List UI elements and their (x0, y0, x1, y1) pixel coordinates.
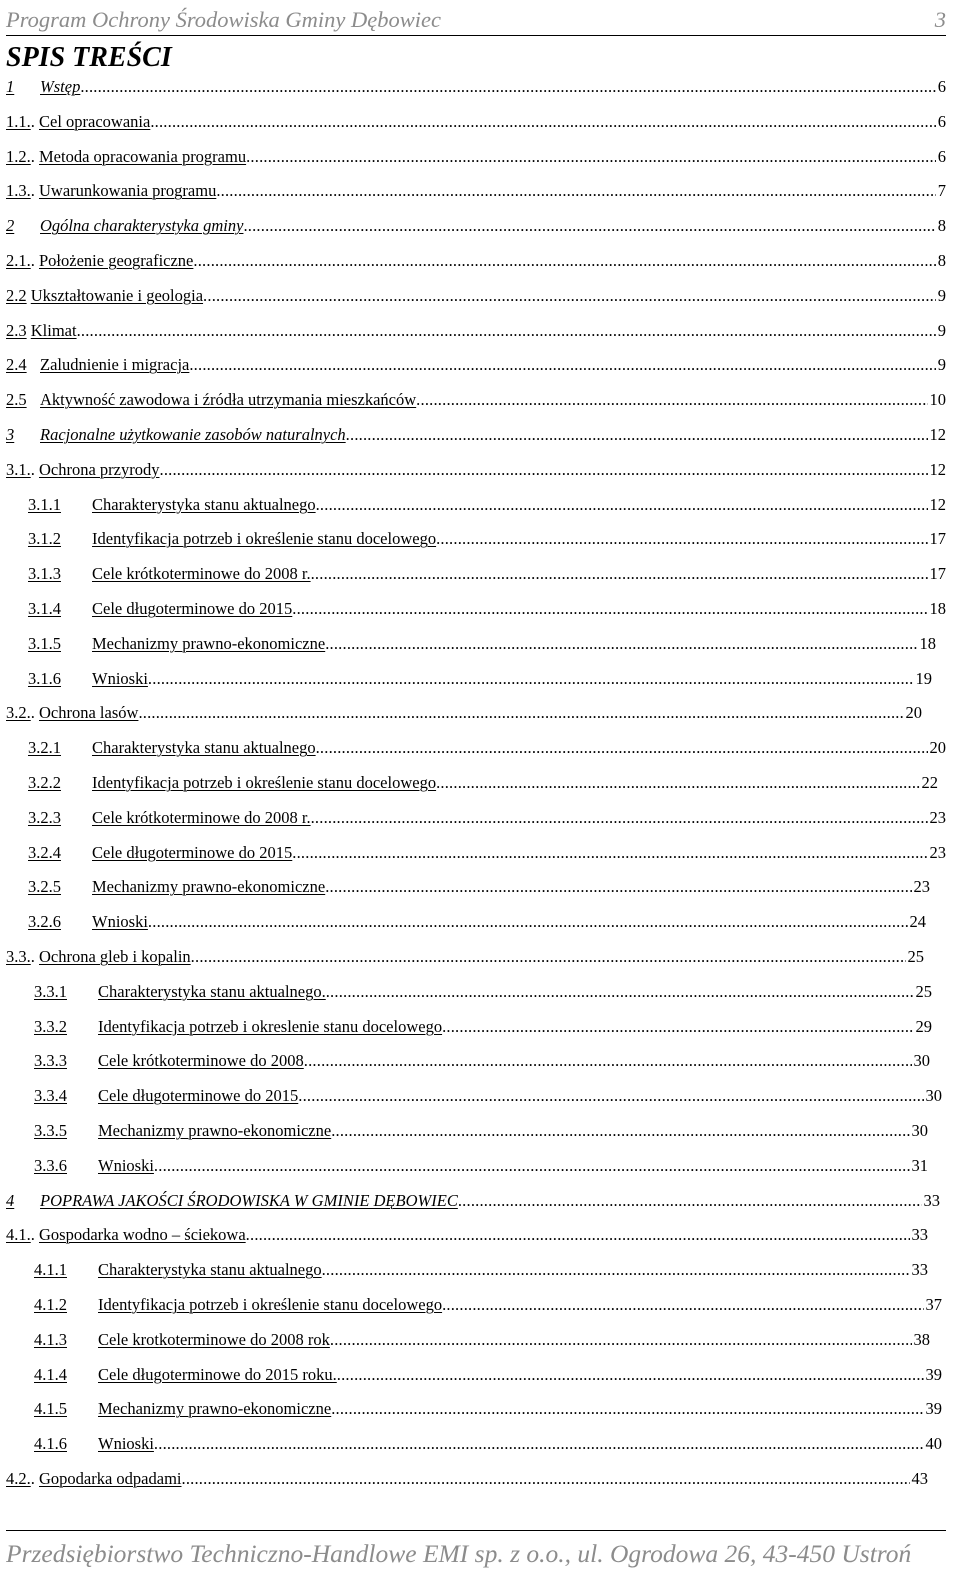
toc-entry-label[interactable]: Ochrona gleb i kopalin (39, 947, 191, 966)
toc-entry-number[interactable]: 4 (6, 1190, 15, 1210)
dot-leader (325, 878, 911, 896)
dot-leader (442, 1296, 923, 1314)
toc-entry[interactable] (0, 836, 946, 870)
toc-entry-page[interactable]: 8 (937, 216, 946, 236)
toc-entry-label[interactable]: Metoda opracowania programu (39, 146, 247, 166)
dot-leader (311, 809, 928, 827)
toc-entry[interactable] (0, 244, 946, 278)
dot-leader (148, 913, 908, 931)
toc-entry-number[interactable]: 3.1.6 (28, 668, 61, 688)
toc-entry-label[interactable]: Mechanizmy prawno-ekonomiczne (98, 1399, 332, 1419)
toc-entry-page[interactable]: 9 (937, 285, 946, 305)
toc-entry-label[interactable]: Ochrona lasów (39, 703, 139, 723)
toc-entry[interactable] (0, 870, 930, 904)
toc-entry[interactable] (0, 1323, 930, 1357)
toc-entry-label[interactable]: Identyfikacja potrzeb i określenie stanu docelowego (92, 773, 437, 792)
toc-entry-page[interactable]: 33 (911, 1225, 928, 1245)
toc-entry-label[interactable]: Cele krótkoterminowe do 2008 (98, 1051, 304, 1071)
toc-entry-page[interactable]: 10 (929, 390, 946, 410)
toc-entry[interactable] (0, 627, 936, 661)
toc-entry-label[interactable]: Wnioski (92, 668, 148, 688)
toc-entry[interactable] (0, 1184, 940, 1218)
toc-entry-page[interactable]: 6 (937, 111, 946, 131)
toc-entry[interactable] (0, 1462, 928, 1496)
toc-entry-separator: . (30, 947, 39, 966)
toc-entry[interactable] (0, 522, 946, 556)
toc-entry-number[interactable]: 4.1.1 (34, 1260, 67, 1280)
toc-entry-page[interactable]: 17 (929, 564, 946, 584)
toc-entry-label[interactable]: Cele długoterminowe do 2015 roku. (98, 1364, 337, 1384)
toc-entry-label[interactable]: Charakterystyka stanu aktualnego. (98, 981, 326, 1001)
dot-leader (331, 1122, 909, 1140)
toc-entry[interactable] (0, 348, 946, 382)
toc-entry-label[interactable]: Gopodarka odpadami (39, 1469, 182, 1488)
toc-entry[interactable] (0, 453, 946, 487)
toc-entry-number[interactable]: 3 (6, 425, 15, 444)
dot-leader (326, 983, 914, 1001)
dot-leader (154, 1157, 910, 1175)
toc-entry-number[interactable]: 4.1.2 (34, 1295, 67, 1314)
toc-entry-label[interactable]: Zaludnienie i migracja (40, 355, 190, 375)
toc-entry-label[interactable]: Mechanizmy prawno-ekonomiczne (92, 633, 326, 653)
toc-entry[interactable] (0, 1427, 942, 1461)
toc-title: SPIS TREŚCI (6, 42, 172, 73)
toc-entry-label[interactable]: Gospodarka wodno – ściekowa (39, 1225, 246, 1245)
toc-entry[interactable] (0, 383, 946, 417)
toc-entry-separator: . (30, 146, 39, 166)
dot-leader (436, 774, 919, 792)
toc-entry-number[interactable]: 3.2.4 (28, 842, 61, 862)
toc-entry-number[interactable]: 2.5 (6, 390, 27, 410)
toc-entry-page[interactable]: 29 (915, 1016, 932, 1036)
dot-leader (325, 635, 917, 653)
toc-entry[interactable] (0, 905, 926, 939)
page-footer (6, 1530, 946, 1577)
toc-entry-number[interactable]: 3.2.3 (28, 807, 61, 827)
toc-entry-label[interactable]: Ogólna charakterystyka gminy (40, 216, 244, 236)
dot-leader (77, 322, 936, 340)
toc-entry-page[interactable]: 25 (907, 947, 924, 966)
toc-entry-number[interactable]: 3.2.5 (28, 877, 61, 897)
toc-entry-label[interactable]: Cel opracowania (39, 111, 151, 131)
toc-entry-page[interactable]: 17 (929, 529, 946, 549)
toc-entry-page[interactable]: 20 (905, 703, 922, 723)
toc-entry-label[interactable]: Cele krotkoterminowe do 2008 rok (98, 1329, 330, 1349)
dot-leader (304, 1052, 912, 1070)
toc-entry-page[interactable]: 12 (929, 494, 946, 514)
toc-entry-label[interactable]: POPRAWA JAKOŚCI ŚRODOWISKA W GMINIE DĘBOWIEC (40, 1190, 458, 1210)
toc-entry-number[interactable]: 3.3.6 (34, 1155, 67, 1175)
toc-entry-page[interactable]: 24 (909, 912, 926, 932)
toc-entry[interactable] (0, 731, 946, 765)
toc-entry-number[interactable]: 4.1.5 (34, 1399, 67, 1419)
toc-entry-label[interactable]: Racjonalne użytkowanie zasobów naturalnych (40, 425, 346, 444)
toc-entry-page[interactable]: 43 (911, 1469, 928, 1488)
toc-entry-label[interactable]: Cele długoterminowe do 2015 (92, 842, 293, 862)
toc-entry-separator: . (30, 111, 39, 131)
toc-entry-label[interactable]: Położenie geograficzne (39, 251, 194, 270)
toc-entry[interactable] (0, 557, 946, 591)
toc-entry[interactable] (0, 1079, 942, 1113)
toc-entry-label[interactable]: Aktywność zawodowa i źródła utrzymania mieszkańców (40, 390, 417, 410)
dot-leader (243, 217, 935, 235)
dot-leader (298, 1087, 923, 1105)
toc-entry-label[interactable]: Wnioski (98, 1155, 154, 1175)
toc-entry-page[interactable]: 18 (919, 633, 936, 653)
toc-entry-page[interactable]: 12 (929, 459, 946, 479)
toc-entry[interactable] (0, 1044, 930, 1078)
toc-entry-label[interactable]: Klimat (30, 320, 77, 340)
toc-entry-label[interactable]: Uwarunkowania programu (39, 181, 217, 201)
dot-leader (148, 670, 914, 688)
toc-entry-number[interactable]: 1.2. (6, 146, 31, 166)
toc-entry-number[interactable]: 3.3.2 (34, 1016, 67, 1036)
dot-leader (322, 1261, 910, 1279)
page-number: 3 (934, 7, 946, 32)
toc-entry-page[interactable]: 39 (925, 1399, 942, 1419)
toc-entry-number[interactable]: 3.2. (6, 703, 31, 723)
toc-entry[interactable] (0, 105, 946, 139)
dot-leader (292, 844, 927, 862)
dot-leader (311, 565, 928, 583)
toc-entry-number[interactable]: 4.2. (6, 1469, 31, 1488)
dot-leader (436, 530, 927, 548)
toc-entry-separator: . (30, 703, 39, 723)
toc-entry-page[interactable]: 37 (925, 1295, 942, 1314)
dot-leader (189, 356, 935, 374)
footer-text: Przedsiębiorstwo Techniczno-Handlowe EMI sp. z o.o., ul. Ogrodowa 26, 43-450 Ustroń (6, 1539, 912, 1568)
toc-entry-page[interactable]: 12 (929, 425, 946, 444)
toc-entry-page[interactable]: 23 (929, 807, 946, 827)
toc-entry-page[interactable]: 23 (913, 877, 930, 897)
toc-entry[interactable] (0, 801, 946, 835)
page-header (6, 4, 946, 36)
dot-leader (138, 704, 903, 722)
toc-entry-label[interactable]: Cele długoterminowe do 2015 (98, 1086, 299, 1106)
toc-entry-label[interactable]: Charakterystyka stanu aktualnego (98, 1260, 322, 1280)
toc-entry-number[interactable]: 4.1. (6, 1225, 31, 1245)
toc-entry-page[interactable]: 9 (937, 355, 946, 375)
toc-entry-page[interactable]: 18 (929, 599, 946, 618)
toc-entry-page[interactable]: 9 (937, 320, 946, 340)
toc-entry-number[interactable]: 1.1. (6, 111, 31, 131)
dot-leader (246, 1226, 910, 1244)
toc-entry-number[interactable]: 3.1.3 (28, 564, 61, 584)
toc-entry-number[interactable]: 3.2.1 (28, 738, 61, 758)
toc-entry-separator: . (30, 251, 39, 270)
toc-entry-number[interactable]: 1.3. (6, 181, 31, 201)
dot-leader (292, 600, 927, 618)
toc-entry-number[interactable]: 4.1.4 (34, 1364, 67, 1384)
dot-leader (346, 426, 928, 444)
toc-entry-label[interactable]: Identyfikacja potrzeb i okreslenie stanu docelowego (98, 1016, 443, 1036)
toc-entry[interactable] (0, 209, 946, 243)
toc-entry-number[interactable]: 3.3.3 (34, 1051, 67, 1071)
toc-entry[interactable] (0, 1288, 942, 1322)
toc-entry[interactable] (0, 488, 946, 522)
toc-entry[interactable] (0, 975, 932, 1009)
dot-leader (458, 1192, 922, 1210)
dot-leader (316, 739, 928, 757)
dot-leader (246, 148, 936, 166)
toc-entry[interactable] (0, 140, 946, 174)
toc-entry-number[interactable]: 3.3.1 (34, 981, 67, 1001)
toc-entry[interactable] (0, 1253, 928, 1287)
toc-entry-number[interactable]: 1 (6, 77, 15, 96)
toc-entry-page[interactable]: 33 (911, 1260, 928, 1280)
toc-entry[interactable] (0, 592, 946, 626)
dot-leader (416, 391, 927, 409)
dot-leader (216, 182, 935, 200)
toc-entry-page[interactable]: 31 (911, 1155, 928, 1175)
toc-entry-page[interactable]: 7 (937, 181, 946, 201)
dot-leader (154, 1435, 924, 1453)
toc-entry-number[interactable]: 4.1.3 (34, 1329, 67, 1349)
toc-entry-label[interactable]: Charakterystyka stanu aktualnego (92, 738, 316, 758)
toc-entry-label[interactable]: Cele długoterminowe do 2015 (92, 599, 293, 618)
toc-entry[interactable] (0, 314, 946, 348)
toc-entry-number[interactable]: 2.3 (6, 320, 27, 340)
toc-entry[interactable] (0, 766, 938, 800)
toc-entry[interactable] (0, 940, 924, 974)
dot-leader (442, 1018, 913, 1036)
toc-entry[interactable] (0, 1358, 942, 1392)
toc-entry-label[interactable]: Identyfikacja potrzeb i określenie stanu docelowego (98, 1295, 443, 1314)
toc-entry-page[interactable]: 8 (937, 251, 946, 270)
toc-entry-number[interactable]: 3.2.2 (28, 773, 61, 792)
toc-entry-page[interactable]: 23 (929, 842, 946, 862)
dot-leader (182, 1470, 910, 1488)
toc-entry-page[interactable]: 38 (913, 1329, 930, 1349)
toc-entry-page[interactable]: 39 (925, 1364, 942, 1384)
toc-entry-label[interactable]: Mechanizmy prawno-ekonomiczne (92, 877, 326, 897)
toc-entry-page[interactable]: 33 (923, 1190, 940, 1210)
dot-leader (191, 948, 906, 966)
dot-leader (331, 1400, 923, 1418)
toc-entry[interactable] (0, 1218, 928, 1252)
toc-entry-separator: . (30, 1469, 39, 1488)
dot-leader (150, 113, 935, 131)
toc-entry-number[interactable]: 3.1. (6, 459, 31, 479)
dot-leader (330, 1331, 912, 1349)
toc-entry[interactable] (0, 418, 946, 452)
toc-entry-page[interactable]: 22 (921, 773, 938, 792)
toc-entry-separator: . (30, 1225, 39, 1245)
toc-entry-separator: . (30, 181, 39, 201)
dot-leader (316, 496, 928, 514)
toc-entry-number[interactable]: 2 (6, 216, 15, 236)
toc-entry-number[interactable]: 3.1.2 (28, 529, 61, 549)
toc-entry-label[interactable]: Ochrona przyrody (39, 459, 160, 479)
toc-entry-number[interactable]: 3.3. (6, 947, 31, 966)
toc-entry[interactable] (0, 1010, 932, 1044)
toc-entry-label[interactable]: Wnioski (92, 912, 148, 932)
toc-entry[interactable] (0, 70, 946, 104)
toc-entry-label[interactable]: Wnioski (98, 1434, 154, 1454)
toc-entry-number[interactable]: 4.1.6 (34, 1434, 67, 1454)
toc-entry[interactable] (0, 1149, 928, 1183)
toc-entry-number[interactable]: 2.1. (6, 251, 31, 270)
toc-entry-page[interactable]: 6 (937, 146, 946, 166)
toc-entry-number[interactable]: 3.3.5 (34, 1121, 67, 1140)
toc-entry-number[interactable]: 3.1.4 (28, 599, 61, 618)
toc-entry-page[interactable]: 40 (925, 1434, 942, 1454)
toc-entry[interactable] (0, 1114, 928, 1148)
dot-leader (193, 252, 935, 270)
dot-leader (160, 461, 928, 479)
toc-entry-page[interactable]: 30 (911, 1121, 928, 1140)
toc-entry[interactable] (0, 279, 946, 313)
toc-entry-number[interactable]: 3.1.1 (28, 494, 61, 514)
document-title: Program Ochrony Środowiska Gminy Dębowiec (6, 7, 441, 32)
dot-leader (203, 287, 936, 305)
toc-entry-label[interactable]: Ukształtowanie i geologia (30, 285, 204, 305)
toc-entry-label[interactable]: Identyfikacja potrzeb i określenie stanu docelowego (92, 529, 437, 549)
toc-entry[interactable] (0, 696, 922, 730)
toc-entry-label[interactable]: Charakterystyka stanu aktualnego (92, 494, 316, 514)
toc-entry-number[interactable]: 2.2 (6, 285, 27, 305)
toc-entry-label[interactable]: Wstęp (40, 77, 81, 96)
toc-entry-page[interactable]: 20 (929, 738, 946, 758)
toc-entry-number[interactable]: 3.1.5 (28, 633, 61, 653)
toc-entry-page[interactable]: 30 (913, 1051, 930, 1071)
toc-entry-label[interactable]: Mechanizmy prawno-ekonomiczne (98, 1121, 332, 1140)
toc-entry-number[interactable]: 2.4 (6, 355, 27, 375)
toc-entry-page[interactable]: 6 (937, 77, 946, 96)
toc-entry-label[interactable]: Cele krótkoterminowe do 2008 r. (92, 564, 311, 584)
toc-entry-number[interactable]: 3.2.6 (28, 912, 61, 932)
toc-entry-page[interactable]: 19 (915, 668, 932, 688)
dot-leader (337, 1366, 924, 1384)
toc-entry-separator: . (30, 459, 39, 479)
toc-entry-number[interactable]: 3.3.4 (34, 1086, 67, 1106)
toc-entry[interactable] (0, 174, 946, 208)
toc-entry[interactable] (0, 662, 932, 696)
toc-entry-label[interactable]: Cele krótkoterminowe do 2008 r. (92, 807, 311, 827)
toc-entry-page[interactable]: 25 (915, 981, 932, 1001)
dot-leader (80, 78, 935, 96)
toc-entry-page[interactable]: 30 (925, 1086, 942, 1106)
toc-entry[interactable] (0, 1392, 942, 1426)
